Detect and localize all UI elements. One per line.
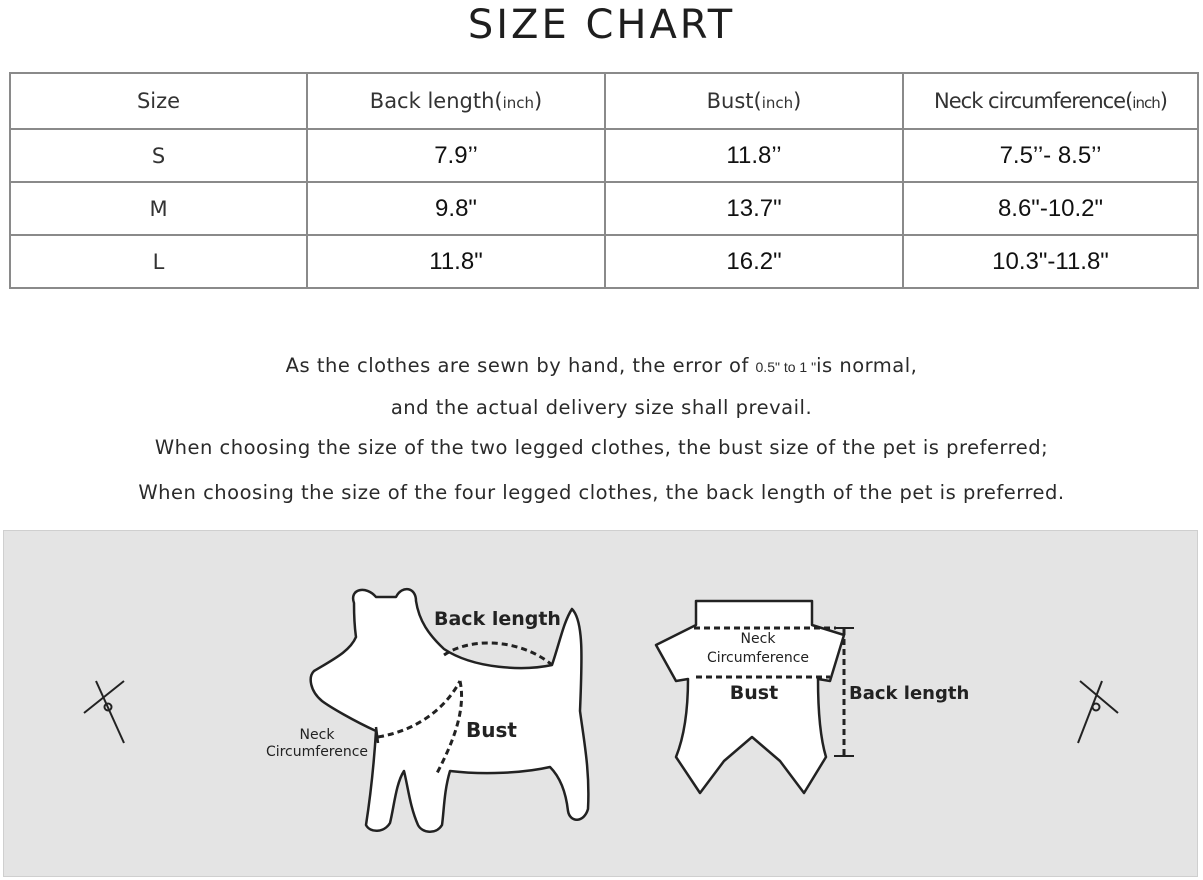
table-row bbox=[10, 235, 1198, 288]
cell-bust: 16.2" bbox=[605, 235, 903, 288]
note-line-3: When choosing the size of the two legged clothes, the bust size of the pet is preferred; bbox=[154, 436, 1049, 459]
note-line-2: and the actual delivery size shall prevail. bbox=[390, 396, 813, 419]
header-neck-unit: inch bbox=[1132, 94, 1160, 112]
note-line-1-a: As the clothes are sewn by hand, the error of bbox=[285, 354, 756, 377]
dog-neck-label-1: Neck bbox=[299, 727, 335, 743]
size-table bbox=[9, 72, 1199, 289]
cell-bust: 13.7" bbox=[605, 182, 903, 235]
header-back-length-unit: inch bbox=[502, 94, 535, 112]
cell-size: L bbox=[10, 235, 307, 288]
measurement-diagram bbox=[4, 531, 1197, 876]
dog-bust-label: Bust bbox=[466, 718, 517, 742]
header-bust-label: Bust( bbox=[706, 89, 762, 113]
header-bust bbox=[605, 73, 903, 129]
cell-neck: 8.6"-10.2" bbox=[903, 182, 1198, 235]
header-size: Size bbox=[10, 73, 307, 129]
header-back-length-close: ) bbox=[534, 89, 543, 113]
note-line-4: When choosing the size of the four legged clothes, the back length of the pet is preferred. bbox=[138, 481, 1065, 504]
cell-neck: 10.3"-11.8" bbox=[903, 235, 1198, 288]
dog-back-length-label: Back length bbox=[434, 608, 561, 630]
cell-back-length: 11.8" bbox=[307, 235, 605, 288]
cell-size: M bbox=[10, 182, 307, 235]
scissors-icon bbox=[84, 681, 124, 743]
table-row bbox=[10, 182, 1198, 235]
note-line-1-b: is normal, bbox=[816, 354, 918, 377]
cell-back-length: 9.8" bbox=[307, 182, 605, 235]
header-back-length bbox=[307, 73, 605, 129]
cell-back-length: 7.9’’ bbox=[307, 129, 605, 182]
note-line-1-tolerance: 0.5" to 1 " bbox=[755, 359, 817, 375]
cell-bust: 11.8’’ bbox=[605, 129, 903, 182]
dog-neck-label-2: Circumference bbox=[265, 744, 369, 760]
scissors-icon bbox=[1078, 681, 1118, 743]
note-line-1 bbox=[0, 354, 1203, 377]
page-title: SIZE CHART bbox=[467, 2, 736, 48]
cell-neck: 7.5’’- 8.5’’ bbox=[903, 129, 1198, 182]
garment-neck-label-1: Neck bbox=[740, 631, 776, 647]
header-back-length-label: Back length( bbox=[369, 89, 503, 113]
measurement-diagram-panel bbox=[3, 530, 1198, 877]
cell-size: S bbox=[10, 129, 307, 182]
header-neck bbox=[903, 73, 1198, 129]
header-bust-close: ) bbox=[793, 89, 802, 113]
garment-bust-label: Bust bbox=[729, 682, 779, 704]
table-header-row bbox=[10, 73, 1198, 129]
garment-neck-label-2: Circumference bbox=[706, 650, 810, 666]
header-bust-unit: inch bbox=[761, 94, 794, 112]
header-neck-label: Neck circumference( bbox=[934, 89, 1133, 113]
table-row bbox=[10, 129, 1198, 182]
garment-back-length-label: Back length bbox=[849, 683, 970, 704]
header-neck-close: ) bbox=[1159, 89, 1167, 113]
